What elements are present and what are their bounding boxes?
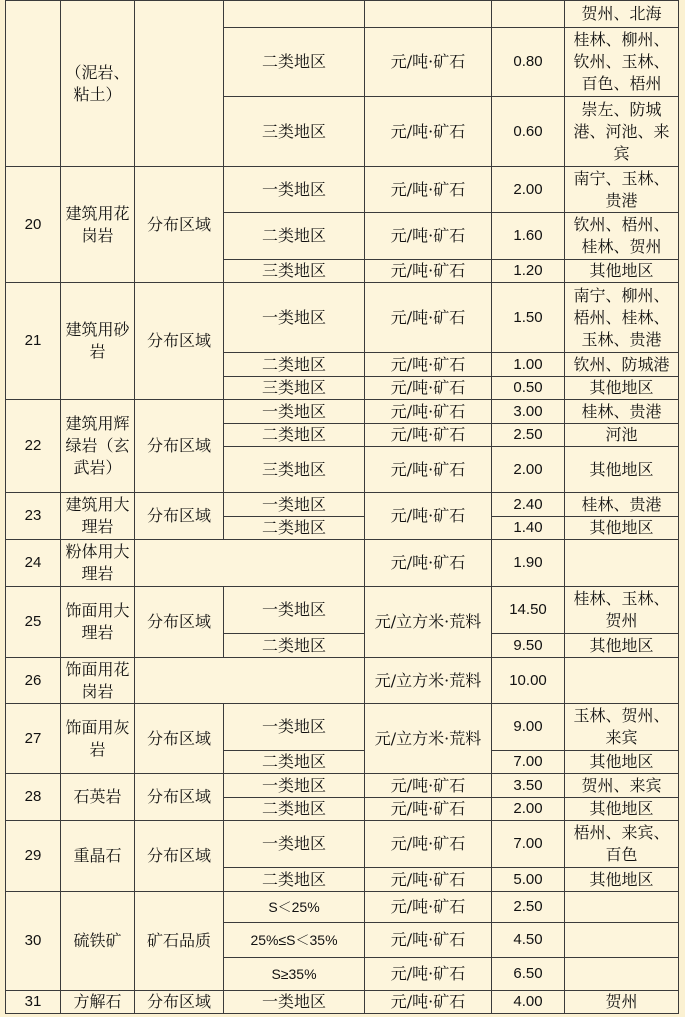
rate-cell: 0.80 [492,28,565,97]
tax-basis [135,1,224,167]
tax-basis: 分布区域 [135,821,224,892]
empty-cell [135,658,365,704]
table-row [6,540,679,587]
unit-cell: 元/立方米·荒料 [365,704,492,774]
rate-cell: 14.50 [492,587,565,634]
tax-basis: 分布区域 [135,704,224,774]
mineral-name: 石英岩 [61,774,135,821]
unit-cell: 元/吨·矿石 [365,923,492,958]
region-cell [565,540,679,587]
grade-cell: 三类地区 [224,260,365,283]
unit-cell: 元/吨·矿石 [365,447,492,493]
grade-cell: 二类地区 [224,213,365,260]
rate-cell: 1.50 [492,283,565,353]
grade-cell: 一类地区 [224,821,365,868]
unit-cell: 元/吨·矿石 [365,377,492,400]
item-number: 29 [6,821,61,892]
mineral-name: 饰面用花岗岩 [61,658,135,704]
grade-cell: 二类地区 [224,517,365,540]
rate-cell: 1.60 [492,213,565,260]
region-cell: 其他地区 [565,798,679,821]
region-cell: 崇左、防城港、河池、来宾 [565,97,679,167]
tax-basis: 矿石品质 [135,892,224,991]
unit-cell: 元/吨·矿石 [365,28,492,97]
mineral-name: 建筑用花岗岩 [61,167,135,283]
rate-cell: 0.50 [492,377,565,400]
table-row [6,658,679,704]
grade-cell [224,1,365,28]
region-cell [565,892,679,923]
unit-cell: 元/吨·矿石 [365,424,492,447]
unit-cell: 元/吨·矿石 [365,774,492,798]
grade-cell: 一类地区 [224,400,365,424]
tax-basis: 分布区域 [135,167,224,283]
region-cell [565,958,679,991]
rate-cell: 2.00 [492,447,565,493]
mineral-name: 粉体用大理岩 [61,540,135,587]
grade-cell: 一类地区 [224,991,365,1014]
region-cell: 桂林、玉林、贺州 [565,587,679,634]
item-number: 20 [6,167,61,283]
item-number: 27 [6,704,61,774]
unit-cell: 元/吨·矿石 [365,97,492,167]
mineral-name: 方解石 [61,991,135,1014]
tax-basis: 分布区域 [135,400,224,493]
item-number: 24 [6,540,61,587]
item-number: 25 [6,587,61,658]
tax-basis: 分布区域 [135,774,224,821]
unit-cell: 元/立方米·荒料 [365,587,492,658]
region-cell [565,923,679,958]
grade-cell: 二类地区 [224,868,365,892]
unit-cell: 元/吨·矿石 [365,798,492,821]
rate-cell: 1.90 [492,540,565,587]
rate-cell: 2.40 [492,493,565,517]
table-row [6,167,679,213]
region-cell [565,658,679,704]
table-row [6,1,679,28]
grade-cell: 25%≤S＜35% [224,923,365,958]
grade-cell: 三类地区 [224,447,365,493]
grade-cell: 一类地区 [224,493,365,517]
region-cell: 其他地区 [565,260,679,283]
region-cell: 其他地区 [565,517,679,540]
region-cell: 其他地区 [565,868,679,892]
region-cell: 桂林、柳州、钦州、玉林、百色、梧州 [565,28,679,97]
rate-cell: 2.00 [492,798,565,821]
rate-cell: 3.50 [492,774,565,798]
unit-cell: 元/吨·矿石 [365,868,492,892]
mineral-name: （泥岩、粘土） [61,1,135,167]
tax-basis: 分布区域 [135,587,224,658]
rate-cell: 9.50 [492,634,565,658]
grade-cell: 一类地区 [224,704,365,751]
unit-cell: 元/吨·矿石 [365,353,492,377]
rate-cell: 4.50 [492,923,565,958]
rate-cell: 1.40 [492,517,565,540]
unit-cell [365,1,492,28]
region-cell: 桂林、贵港 [565,493,679,517]
table-row [6,704,679,751]
item-number: 22 [6,400,61,493]
rate-cell: 2.50 [492,424,565,447]
table-row [6,587,679,634]
unit-cell: 元/立方米·荒料 [365,658,492,704]
unit-cell: 元/吨·矿石 [365,167,492,213]
unit-cell: 元/吨·矿石 [365,821,492,868]
grade-cell: 三类地区 [224,377,365,400]
region-cell: 钦州、防城港 [565,353,679,377]
rate-cell: 1.00 [492,353,565,377]
table-row [6,774,679,798]
unit-cell: 元/吨·矿石 [365,958,492,991]
grade-cell: 二类地区 [224,798,365,821]
region-cell: 南宁、柳州、梧州、桂林、玉林、贵港 [565,283,679,353]
grade-cell: S≥35% [224,958,365,991]
grade-cell: 二类地区 [224,353,365,377]
rate-cell: 1.20 [492,260,565,283]
grade-cell: 二类地区 [224,424,365,447]
region-cell: 河池 [565,424,679,447]
rate-cell [492,1,565,28]
unit-cell: 元/吨·矿石 [365,213,492,260]
grade-cell: 一类地区 [224,283,365,353]
unit-cell: 元/吨·矿石 [365,283,492,353]
region-cell: 贺州、来宾 [565,774,679,798]
table-row [6,991,679,1014]
empty-cell [135,540,365,587]
table-row [6,821,679,868]
grade-cell: 三类地区 [224,97,365,167]
grade-cell: 一类地区 [224,774,365,798]
mineral-name: 建筑用砂岩 [61,283,135,400]
region-cell: 其他地区 [565,634,679,658]
rate-cell: 0.60 [492,97,565,167]
rate-cell: 9.00 [492,704,565,751]
region-cell: 贺州 [565,991,679,1014]
tax-basis: 分布区域 [135,991,224,1014]
unit-cell: 元/吨·矿石 [365,540,492,587]
unit-cell: 元/吨·矿石 [365,400,492,424]
rate-cell: 7.00 [492,821,565,868]
rate-cell: 6.50 [492,958,565,991]
grade-cell: 二类地区 [224,28,365,97]
tax-basis: 分布区域 [135,283,224,400]
mineral-name: 重晶石 [61,821,135,892]
unit-cell: 元/吨·矿石 [365,991,492,1014]
region-cell: 其他地区 [565,377,679,400]
grade-cell: 一类地区 [224,167,365,213]
mineral-name: 建筑用大理岩 [61,493,135,540]
rate-cell: 2.50 [492,892,565,923]
region-cell: 玉林、贺州、来宾 [565,704,679,751]
grade-cell: 二类地区 [224,634,365,658]
grade-cell: 二类地区 [224,751,365,774]
region-cell: 桂林、贵港 [565,400,679,424]
rate-cell: 5.00 [492,868,565,892]
region-cell: 贺州、北海 [565,1,679,28]
item-number: 30 [6,892,61,991]
unit-cell: 元/吨·矿石 [365,892,492,923]
item-number: 31 [6,991,61,1014]
item-number: 26 [6,658,61,704]
mineral-name: 建筑用辉绿岩（玄武岩） [61,400,135,493]
region-cell: 其他地区 [565,447,679,493]
rate-cell: 10.00 [492,658,565,704]
table-row [6,283,679,353]
region-cell: 南宁、玉林、贵港 [565,167,679,213]
unit-cell: 元/吨·矿石 [365,493,492,540]
mineral-name: 硫铁矿 [61,892,135,991]
region-cell: 钦州、梧州、桂林、贺州 [565,213,679,260]
grade-cell: 一类地区 [224,587,365,634]
item-number: 28 [6,774,61,821]
unit-cell: 元/吨·矿石 [365,260,492,283]
item-number [6,1,61,167]
rate-cell: 7.00 [492,751,565,774]
item-number: 21 [6,283,61,400]
region-cell: 其他地区 [565,751,679,774]
table-row [6,493,679,517]
region-cell: 梧州、来宾、百色 [565,821,679,868]
grade-cell: S＜25% [224,892,365,923]
table-row [6,400,679,424]
table-row [6,892,679,923]
rate-cell: 3.00 [492,400,565,424]
mineral-tax-table [5,0,679,1014]
item-number: 23 [6,493,61,540]
tax-basis: 分布区域 [135,493,224,540]
rate-cell: 4.00 [492,991,565,1014]
mineral-name: 饰面用大理岩 [61,587,135,658]
rate-cell: 2.00 [492,167,565,213]
mineral-name: 饰面用灰岩 [61,704,135,774]
